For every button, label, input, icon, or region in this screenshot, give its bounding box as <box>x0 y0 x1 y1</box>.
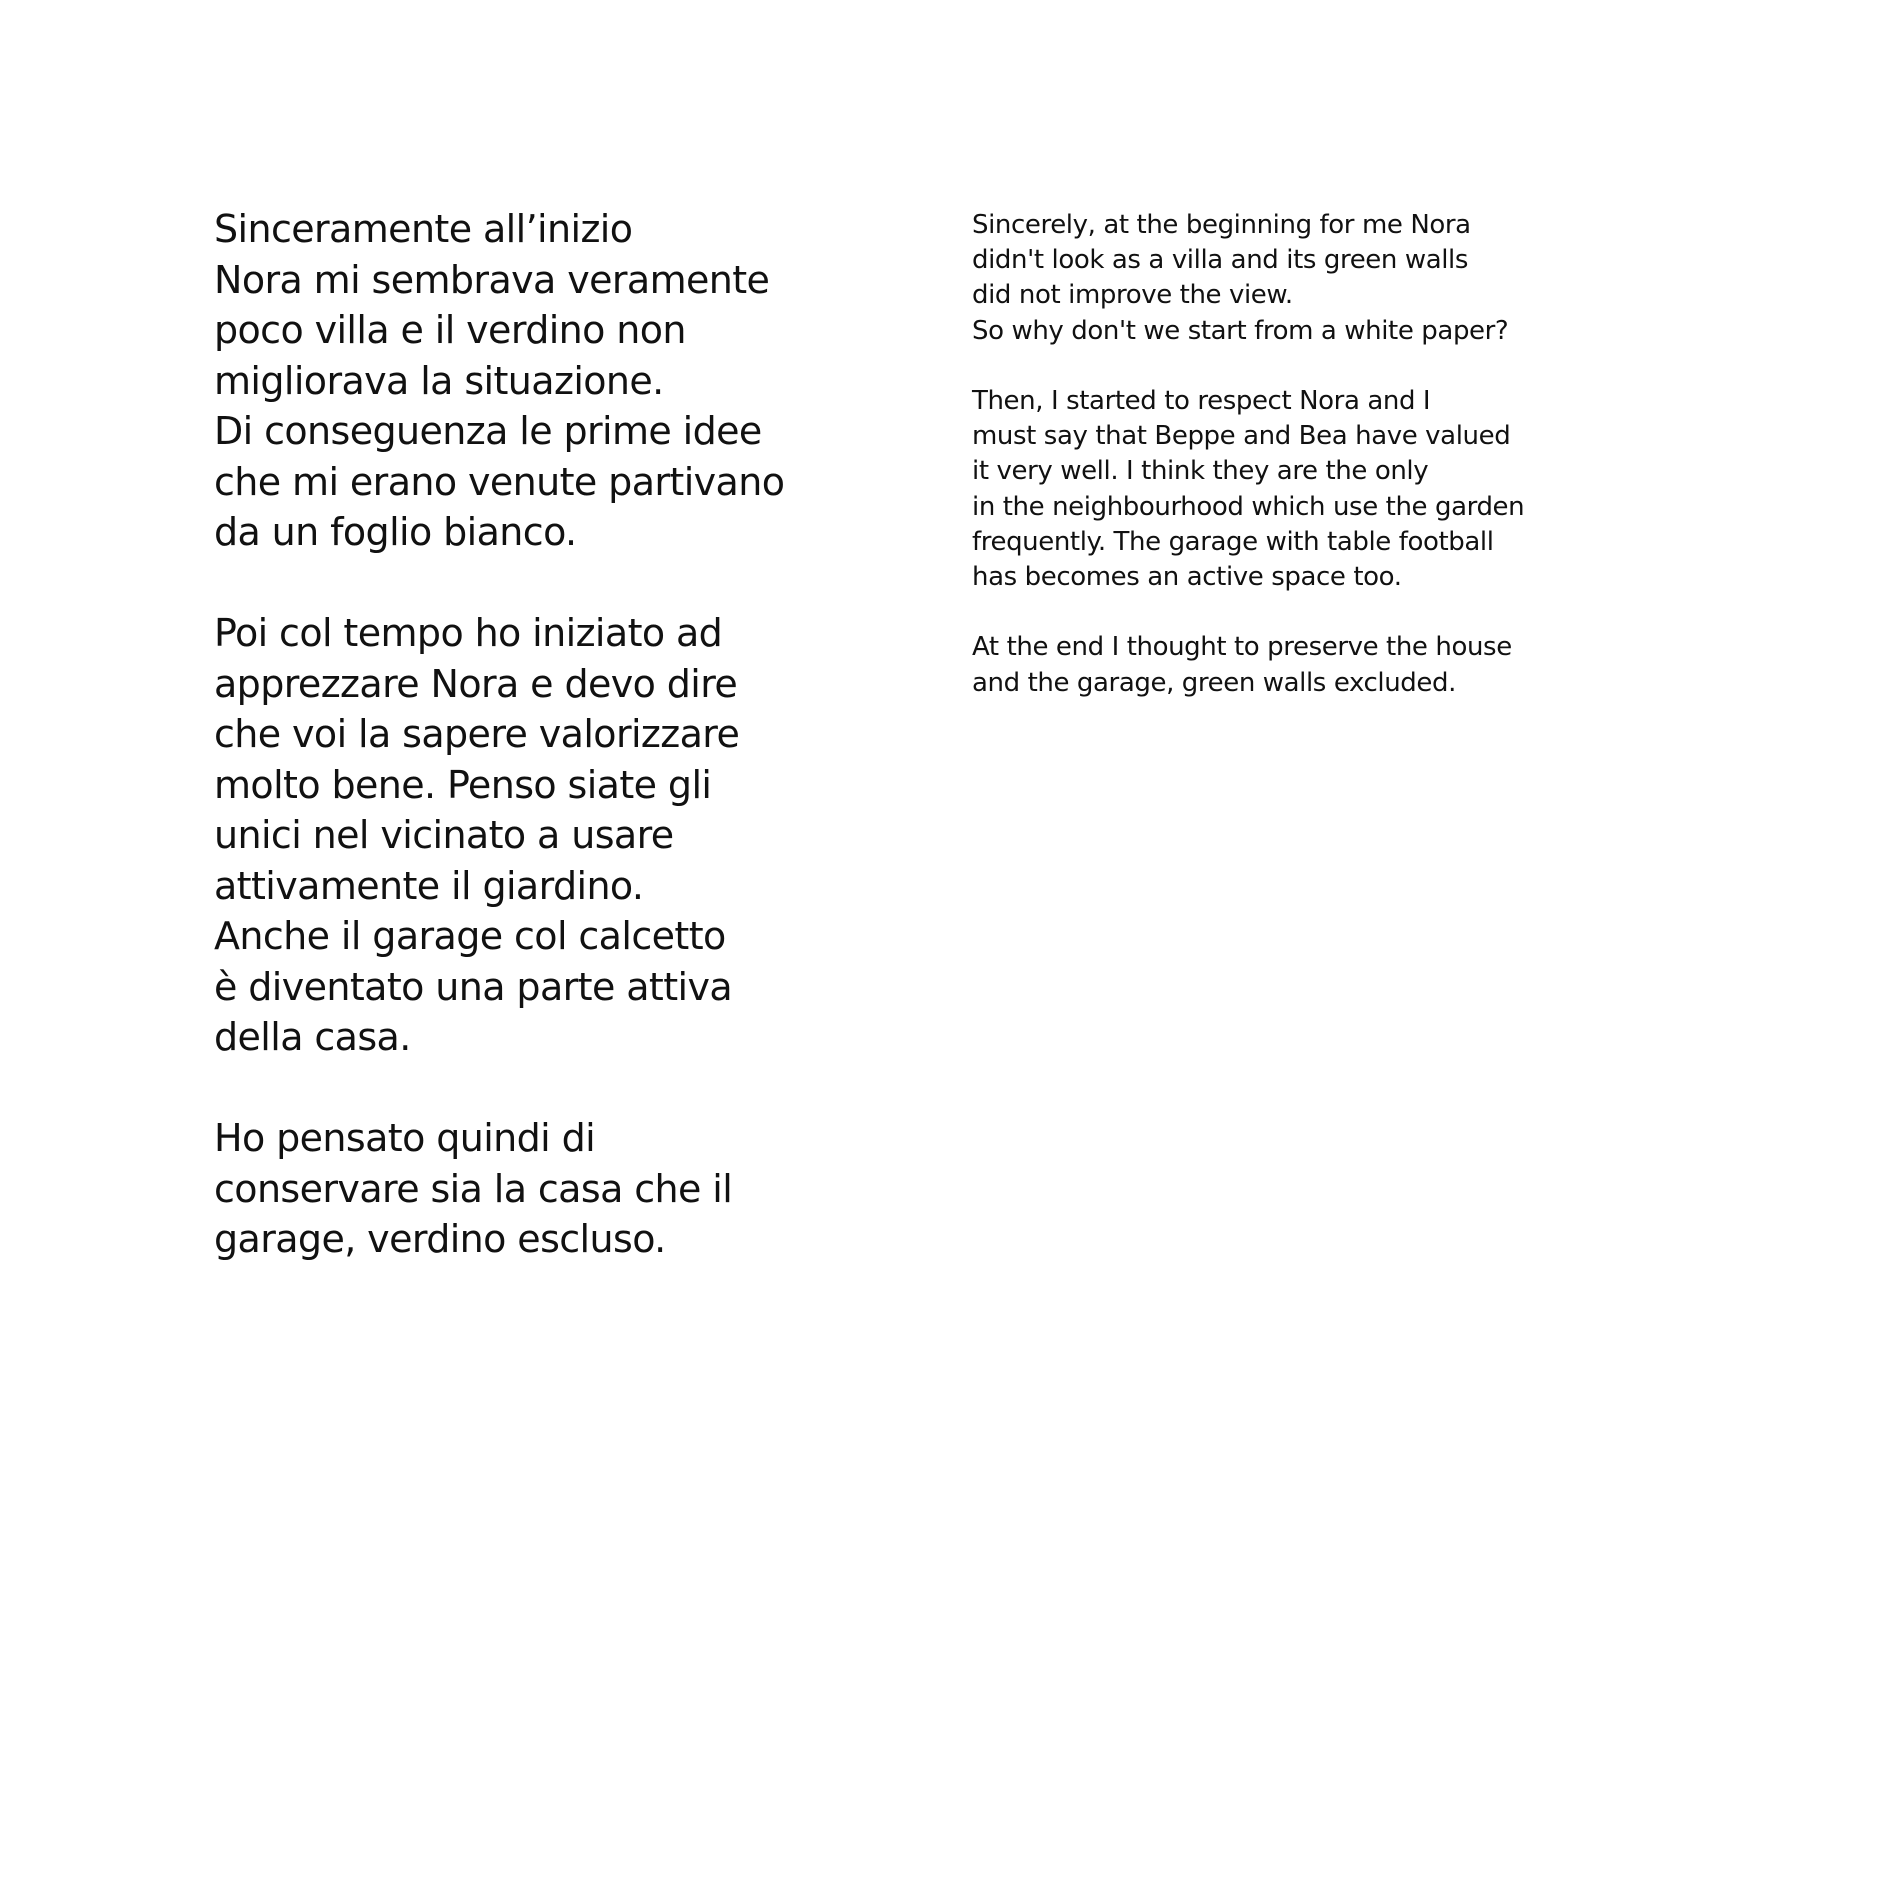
italian-text-column <box>214 204 834 1265</box>
text-line: unici nel vicinato a usare <box>214 813 674 857</box>
english-text-column <box>972 208 1592 701</box>
text-line: in the neighbourhood which use the garden <box>972 491 1525 522</box>
text-line: conservare sia la casa che il <box>214 1166 733 1211</box>
text-line: garage, verdino escluso. <box>214 1217 666 1261</box>
text-line: poco villa e il verdino non <box>214 308 686 352</box>
italian-paragraph-1 <box>214 204 834 558</box>
text-line: che voi la sapere valorizzare <box>214 712 740 756</box>
text-line: So why don't we start from a white paper? <box>972 315 1509 346</box>
text-line: Nora mi sembrava veramente <box>214 257 770 302</box>
text-line: Then, I started to respect Nora and I <box>972 386 1431 416</box>
text-line: Di conseguenza le prime idee <box>214 409 762 453</box>
text-line: Poi col tempo ho iniziato ad <box>214 611 723 655</box>
text-line: molto bene. Penso siate gli <box>214 762 712 807</box>
text-line: è diventato una parte attiva <box>214 964 733 1009</box>
text-line: didn't look as a villa and its green walls <box>972 245 1469 276</box>
text-line: attivamente il giardino. <box>214 863 644 908</box>
text-line: and the garage, green walls excluded. <box>972 667 1456 698</box>
text-line: frequently. The garage with table football <box>972 526 1494 557</box>
italian-paragraph-2 <box>214 608 834 1063</box>
text-line: della casa. <box>214 1015 411 1059</box>
italian-paragraph-3 <box>214 1113 834 1265</box>
text-line: apprezzare Nora e devo dire <box>214 661 738 706</box>
english-paragraph-1 <box>972 208 1592 349</box>
text-line: migliorava la situazione. <box>214 358 664 403</box>
english-paragraph-2 <box>972 384 1592 595</box>
text-line: Ho pensato quindi di <box>214 1116 596 1160</box>
text-line: Anche il garage col calcetto <box>214 914 726 958</box>
english-paragraph-3 <box>972 630 1592 700</box>
text-line: At the end I thought to preserve the house <box>972 632 1512 663</box>
text-line: Sincerely, at the beginning for me Nora <box>972 210 1471 240</box>
text-line: da un foglio bianco. <box>214 510 577 554</box>
text-line: has becomes an active space too. <box>972 562 1402 593</box>
text-line: Sinceramente all’inizio <box>214 207 633 251</box>
text-line: must say that Beppe and Bea have valued <box>972 421 1511 452</box>
text-line: did not improve the view. <box>972 280 1293 311</box>
text-line: che mi erano venute partivano <box>214 459 785 504</box>
text-line: it very well. I think they are the only <box>972 456 1429 487</box>
